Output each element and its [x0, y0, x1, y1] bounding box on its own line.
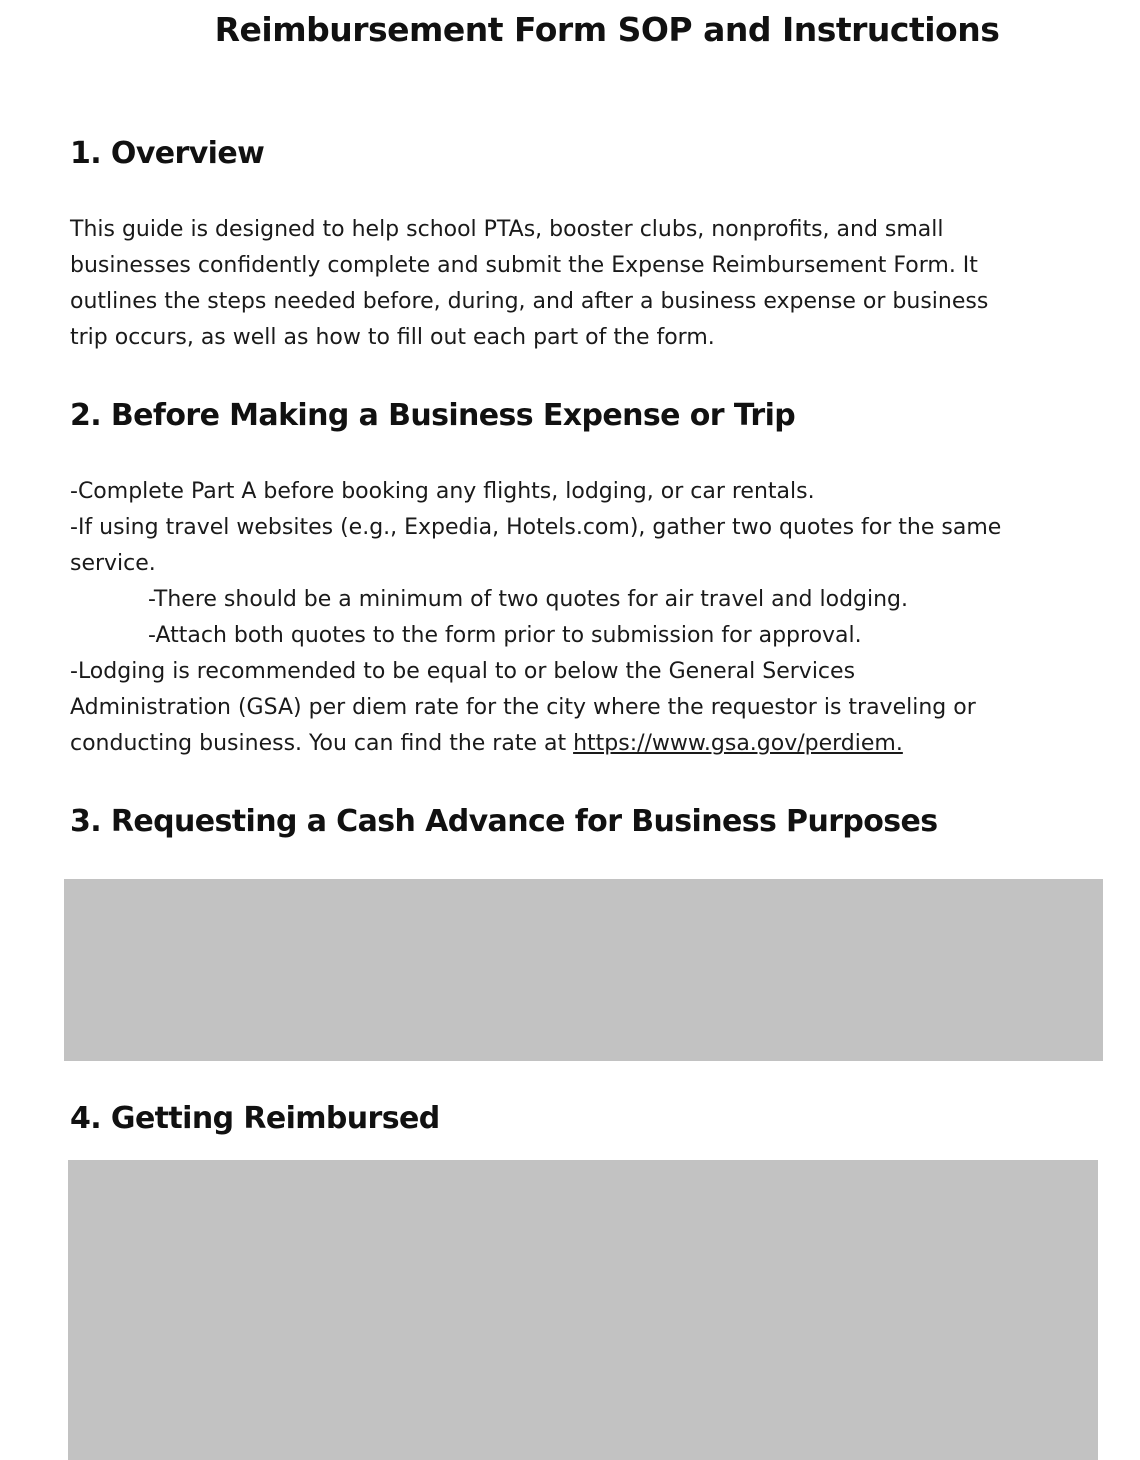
document-title: Reimbursement Form SOP and Instructions: [214, 10, 1000, 49]
list-item: -Complete Part A before booking any flights, lodging, or car rentals.: [70, 479, 815, 504]
sub-list-item: -There should be a minimum of two quotes for air travel and lodging.: [148, 587, 909, 612]
list-item-continuation: Administration (GSA) per diem rate for the city where the requestor is traveling or: [70, 695, 976, 720]
section-heading-cash-advance: 3. Requesting a Cash Advance for Business Purposes: [70, 804, 938, 839]
text-line: outlines the steps needed before, during, and after a business expense or business: [70, 289, 989, 314]
text-line: This guide is designed to help school PTAs, booster clubs, nonprofits, and small: [70, 217, 944, 242]
redacted-block: [68, 1160, 1098, 1460]
sub-list-item: -Attach both quotes to the form prior to submission for approval.: [148, 623, 862, 648]
text-line: trip occurs, as well as how to fill out each part of the form.: [70, 325, 715, 350]
list-item: -Lodging is recommended to be equal to or below the General Services: [70, 659, 856, 684]
overview-paragraph: [70, 212, 1080, 356]
section-heading-getting-reimbursed: 4. Getting Reimbursed: [70, 1101, 440, 1136]
list-item-continuation: [70, 726, 1080, 762]
text-run: conducting business. You can find the rate at: [70, 731, 574, 756]
list-item-continuation: service.: [70, 551, 156, 576]
section-heading-overview: 1. Overview: [70, 136, 265, 171]
before-expense-list: [70, 474, 1080, 762]
section-heading-before-expense: 2. Before Making a Business Expense or Trip: [70, 398, 796, 433]
gsa-perdiem-link[interactable]: https://www.gsa.gov/perdiem.: [573, 731, 903, 756]
redacted-block: [64, 879, 1103, 1061]
text-line: businesses confidently complete and submit the Expense Reimbursement Form. It: [70, 253, 978, 278]
list-item: -If using travel websites (e.g., Expedia, Hotels.com), gather two quotes for the same: [70, 515, 1002, 540]
